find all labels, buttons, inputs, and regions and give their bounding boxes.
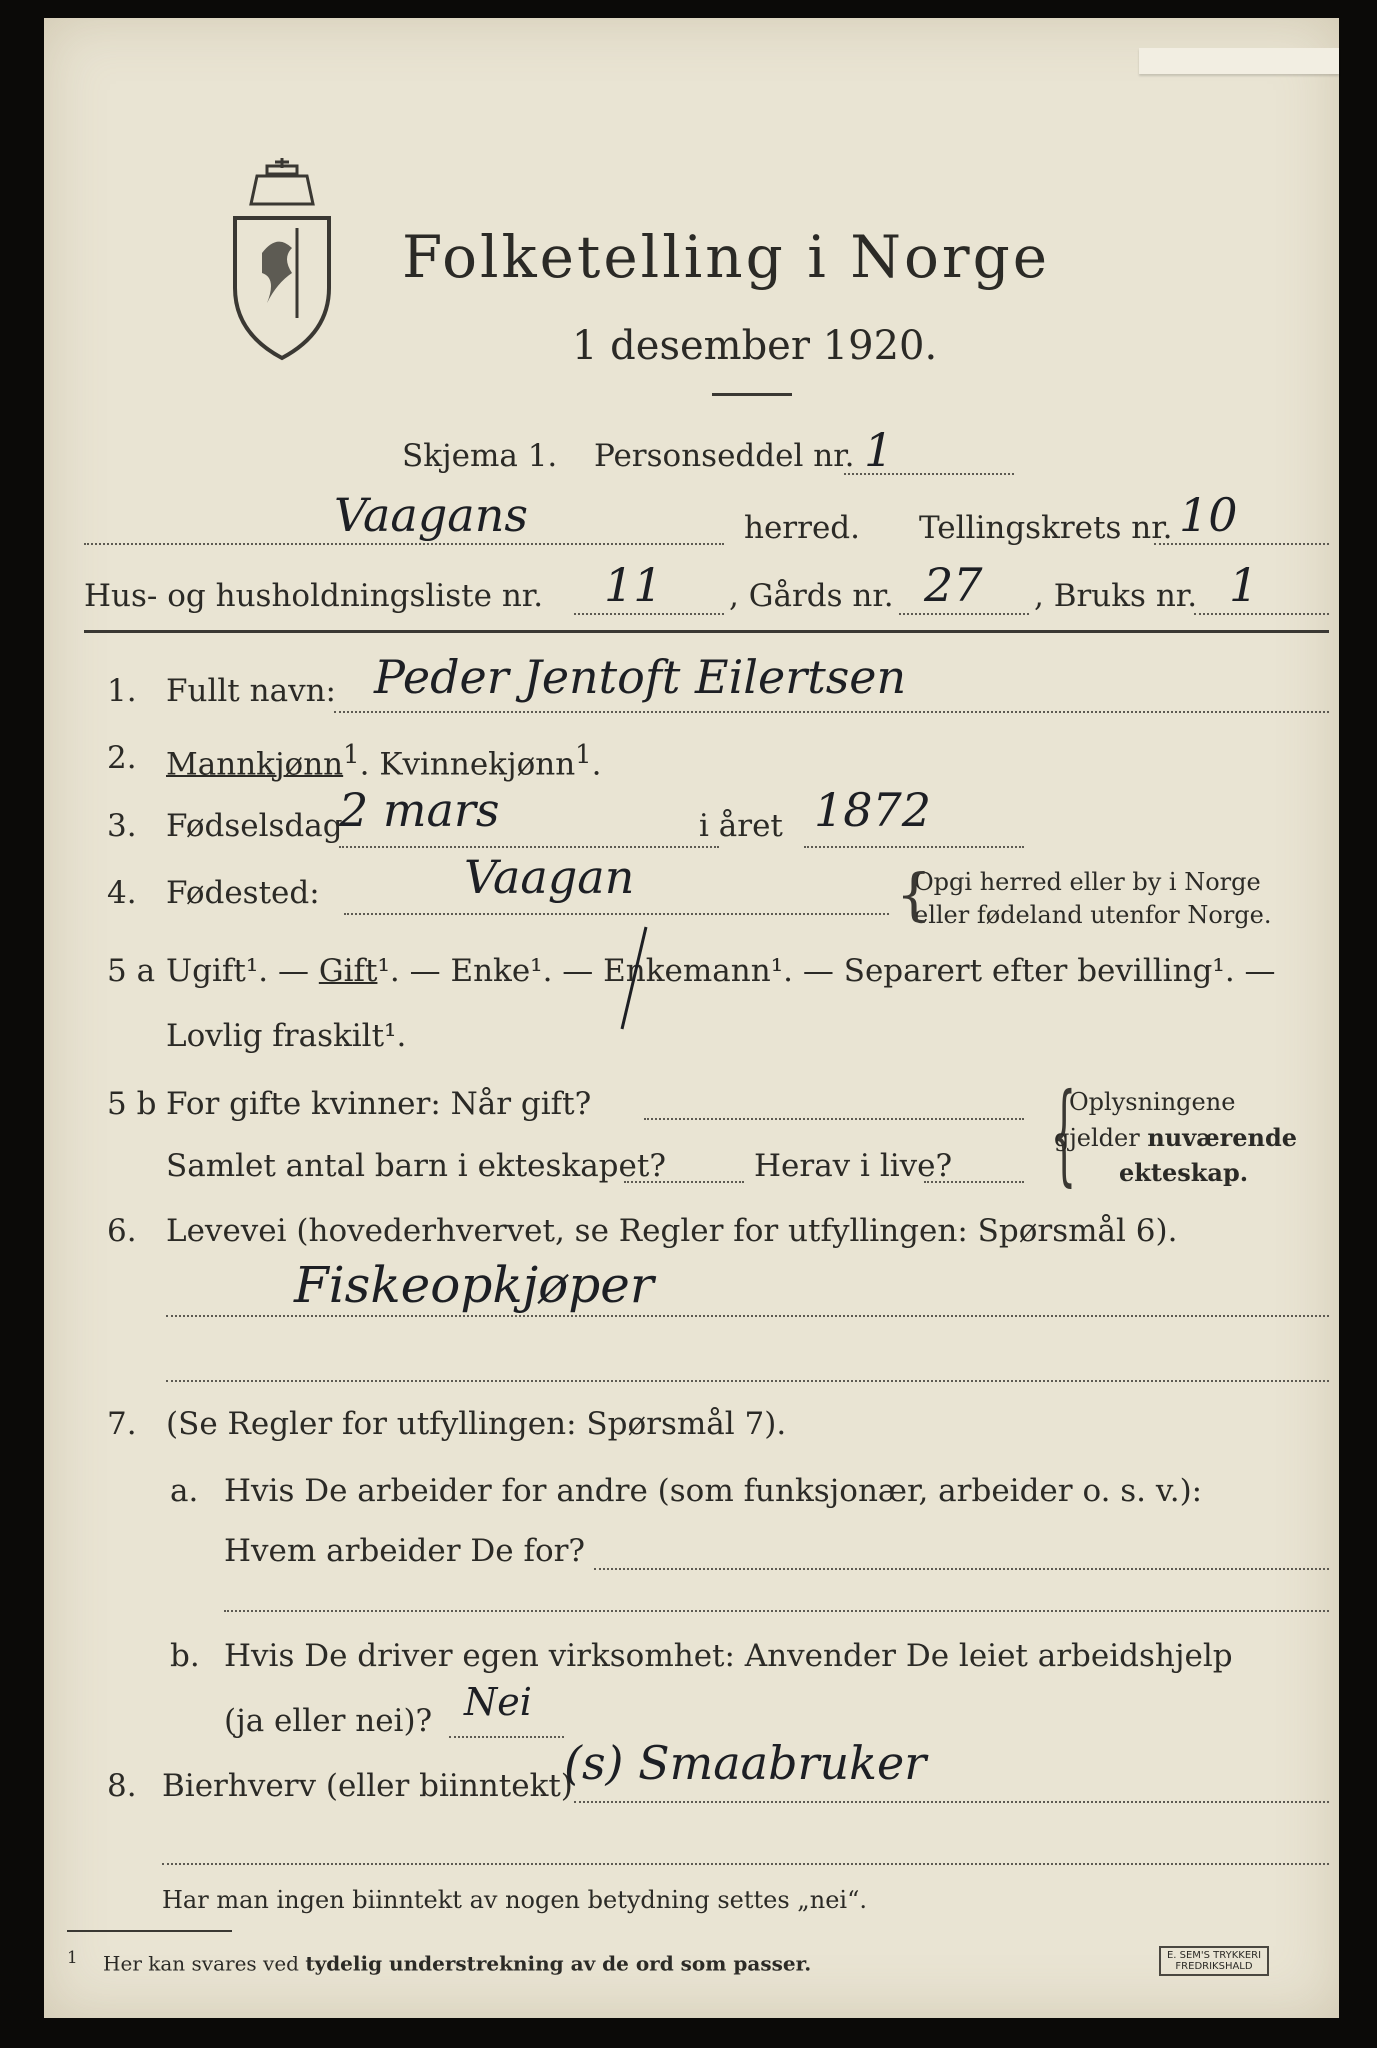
footnote-number: 1 [67,1948,78,1967]
q8-line1 [574,1801,1329,1803]
bruks-value: 1 [1229,558,1259,612]
q5b-note-line2 [1054,1123,1297,1152]
q5b-note-brace: { [1051,1069,1077,1197]
footnote [67,1948,811,1976]
q2-male-sup: 1 [343,740,360,770]
q4-label: Fødested: [166,875,320,911]
q6-value: Fiskeopkjøper [294,1256,654,1314]
q1-line [334,711,1329,713]
q7a-number: a. [170,1473,199,1509]
hus-label: Hus- og husholdningsliste nr. [84,578,544,614]
q5b-children-label: Samlet antal barn i ekteskapet? [166,1148,666,1184]
q3-year-line [804,846,1024,848]
q7b-line2: (ja eller nei)? [224,1703,433,1739]
q3-line [339,846,719,848]
q4-note-line2: eller fødeland utenfor Norge. [914,901,1272,929]
bruks-label: , Bruks nr. [1034,578,1198,614]
q8-line2 [162,1863,1329,1865]
q3-number: 3. [107,808,137,844]
q6-label: Levevei (hovederhvervet, se Regler for utfyllingen: Spørsmål 6). [166,1213,1178,1249]
personseddel-label: Personseddel nr. [594,438,855,474]
q5a-separert: Separert efter bevilling [843,953,1213,989]
gards-label: , Gårds nr. [729,578,894,614]
footnote-rule [67,1930,232,1932]
q2-dot: . [359,746,370,783]
tellingskrets-line [1154,543,1329,545]
q5a-fraskilt: Lovlig fraskilt¹. [166,1018,407,1054]
q7a-line1: Hvis De arbeider for andre (som funksjonær, arbeider o. s. v.): [224,1473,1203,1509]
q5b-number: 5 b [107,1086,157,1122]
q2-dot-2: . [591,746,602,783]
q5a-gift: Gift [318,953,378,989]
q3-label: Fødselsdag [166,808,343,844]
q7b-value: Nei [464,1680,532,1724]
tellingskrets-value: 10 [1179,488,1238,542]
tellingskrets-label: Tellingskrets nr. [919,510,1173,546]
skjema-label: Skjema 1. [402,438,558,474]
q6-line1 [166,1315,1329,1317]
census-date: 1 desember 1920. [572,323,938,369]
q5b-married-line [644,1118,1024,1120]
q7a-answer-line1 [594,1568,1329,1570]
q4-number: 4. [107,875,137,911]
q5b-line1: For gifte kvinner: Når gift? [166,1086,592,1122]
q7a-line2: Hvem arbeider De for? [224,1533,586,1569]
footer-note: Har man ingen biinntekt av nogen betydning settes „nei“. [162,1886,867,1914]
q5a-ugift: Ugift [166,953,246,989]
q5b-note-line1: Oplysningene [1069,1088,1236,1116]
q5a-strike-mark [614,923,654,1037]
q2-options [166,740,601,782]
bruks-line [1194,613,1329,615]
q7b-answer-line [449,1736,564,1738]
q7b-line1: Hvis De driver egen virksomhet: Anvender De leiet arbeidshjelp [224,1638,1233,1674]
q5b-note-naavaerende: nuværende [1147,1123,1298,1152]
gards-value: 27 [924,558,983,612]
norway-coat-of-arms-icon [227,158,337,372]
q3-value: 2 mars [339,783,500,837]
q4-note-brace: { [896,863,932,928]
footnote-text-b: tydelig understrekning av de ord som passer. [305,1951,812,1976]
q6-line2 [166,1380,1329,1382]
q5b-note-gjelder: gjelder [1054,1124,1148,1152]
q4-value: Vaagan [464,850,635,904]
q5b-children-line [624,1181,744,1183]
herred-label: herred. [744,510,860,546]
q7-number: 7. [107,1406,137,1442]
q2-female-option: Kvinnekjønn [379,746,576,783]
q3-year-value: 1872 [814,783,932,837]
q1-value: Peder Jentoft Eilertsen [374,650,907,704]
paper-tear [1139,48,1339,74]
q7a-answer-line2 [224,1610,1329,1612]
q2-male-option: Mannkjønn [166,746,344,783]
q2-female-sup: 1 [575,740,592,770]
q1-number: 1. [107,673,137,709]
title-divider [712,393,792,396]
q3-year-label: i året [699,808,783,844]
footnote-text-a: Her kan svares ved [103,1951,306,1976]
q5b-note-line3: ekteskap. [1119,1158,1249,1187]
census-form-sheet [44,18,1339,2018]
page-title: Folketelling i Norge [402,223,1051,291]
q7b-number: b. [170,1638,200,1674]
q6-number: 6. [107,1213,137,1249]
printer-stamp: E. SEM'S TRYKKERI FREDRIKSHALD [1159,1946,1269,1976]
q8-label: Bierhverv (eller biinntekt) [162,1768,573,1804]
q5a-enke: Enke [450,953,531,989]
personseddel-value: 1 [864,423,894,477]
q7-label: (Se Regler for utfyllingen: Spørsmål 7). [166,1406,787,1442]
q4-line [344,913,889,915]
header-rule [84,630,1329,633]
herred-value: Vaagans [334,488,528,542]
q8-value: (s) Smaabruker [564,1736,927,1790]
hus-line [574,613,724,615]
herred-line [84,543,724,545]
q5b-alive-line [924,1181,1024,1183]
hus-value: 11 [604,558,663,612]
q4-note-line1: Opgi herred eller by i Norge [914,868,1261,896]
q1-label: Fullt navn: [166,673,336,709]
q5a-options: Ugift¹. — Gift¹. — Enke¹. — Enkemann¹. — Separert efter bevilling¹. — [166,953,1276,989]
gards-line [899,613,1029,615]
q8-number: 8. [107,1768,137,1804]
q5a-enkemann: Enkemann [603,953,771,989]
q5b-alive-label: Herav i live? [754,1148,953,1184]
q5a-number: 5 a [107,953,156,989]
q2-number: 2. [107,740,137,776]
